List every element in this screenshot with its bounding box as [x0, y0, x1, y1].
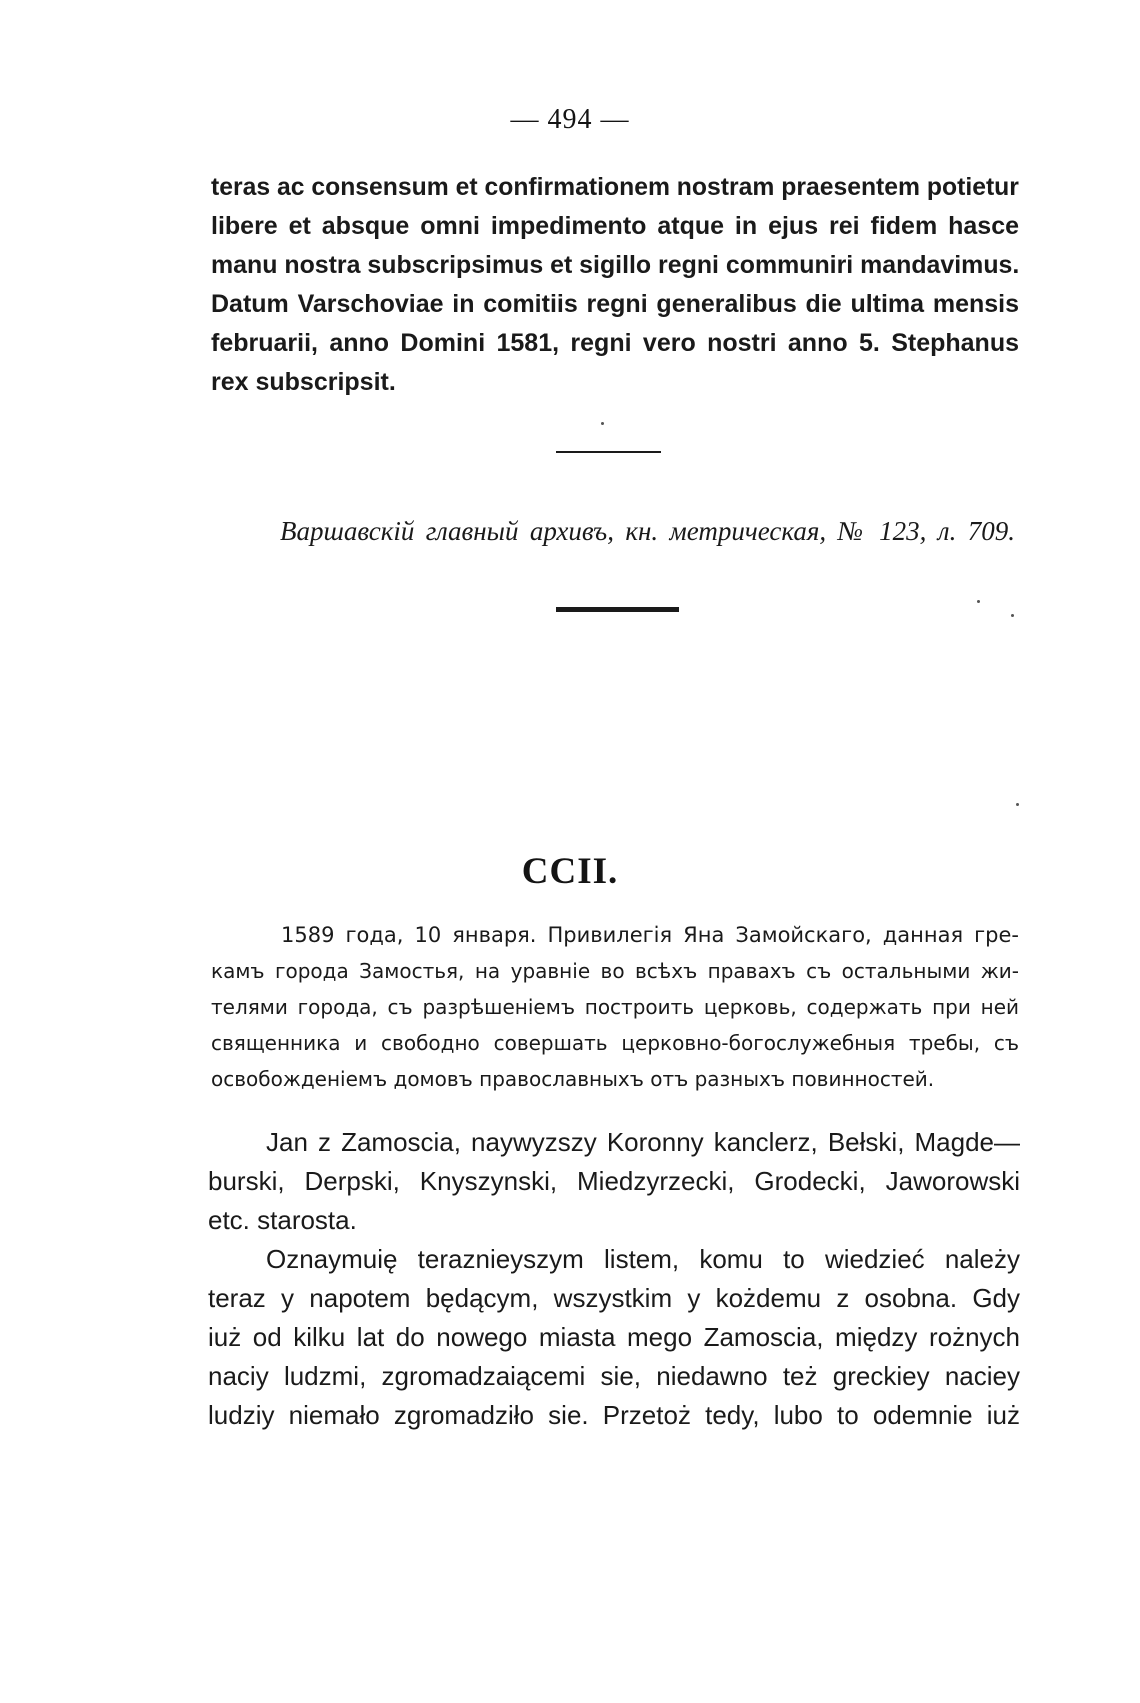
print-speck — [601, 422, 604, 425]
section-divider-thick — [556, 607, 679, 612]
document-summary — [211, 917, 1019, 1097]
text-line: teras ac consensum et confirmationem nostram praesentem potietur — [211, 173, 1019, 201]
text-line: burski, Derpski, Knyszynski, Miedzyrzecki, Grodecki, Jaworowski — [208, 1166, 1020, 1196]
print-speck — [1016, 803, 1019, 806]
summary-line: 1589 года, 10 января. Привилегія Яна Замойскаго, данная гре- — [281, 923, 1019, 947]
summary-line: телями города, съ разрѣшеніемъ построить церковь, содержать при ней — [211, 995, 1019, 1019]
text-line: manu nostra subscripsimus et sigillo regni communiri mandavimus. — [211, 251, 1020, 279]
document-number-heading: CCII. — [521, 851, 619, 892]
print-speck — [977, 600, 980, 603]
section-divider-thin — [556, 451, 661, 453]
text-line: libere et absque omni impedimento atque in ejus rei fidem hasce — [211, 212, 1019, 240]
summary-line: освобожденіемъ домовъ православныхъ отъ разныхъ повинностей. — [211, 1067, 935, 1091]
summary-line: священника и свободно совершать церковно-богослужебныя требы, съ — [211, 1031, 1019, 1055]
text-line: iuż od kilku lat do nowego miasta mego Zamoscia, między rożnych — [208, 1322, 1020, 1352]
text-line: Jan z Zamoscia, naywyzszy Koronny kanclerz, Bełski, Magde— — [266, 1127, 1020, 1157]
charter-opening-paragraph — [208, 1123, 1020, 1240]
archive-source-citation: Варшавскiй главный архивъ, кн. метрическая, № 123, л. 709. — [280, 516, 1015, 546]
text-line: Datum Varschoviae in comitiis regni generalibus die ultima mensis — [211, 290, 1019, 318]
print-speck — [1011, 614, 1014, 617]
page-number: — 494 — — [510, 104, 630, 135]
summary-line: камъ города Замостья, на уравніе во всѣхъ правахъ съ остальными жи- — [211, 959, 1019, 983]
text-line: teraz y napotem będącym, wszystkim y kożdemu z osobna. Gdy — [208, 1283, 1020, 1313]
text-line: etc. starosta. — [208, 1205, 357, 1235]
text-line: naciy ludzmi, zgromadzaiącemi sie, niedawno też greckiey naciey — [208, 1361, 1020, 1391]
charter-body-paragraph — [208, 1240, 1020, 1435]
latin-charter-text — [211, 168, 1019, 402]
text-line: Oznaymuię teraznieyszym listem, komu to wiedzieć należy — [266, 1244, 1020, 1274]
text-line: februarii, anno Domini 1581, regni vero nostri anno 5. Stephanus — [211, 329, 1019, 357]
text-line: ludziy niemało zgromadziło sie. Przetoż tedy, lubo to odemnie iuż — [208, 1400, 1020, 1430]
text-line: rex subscripsit. — [211, 368, 396, 396]
